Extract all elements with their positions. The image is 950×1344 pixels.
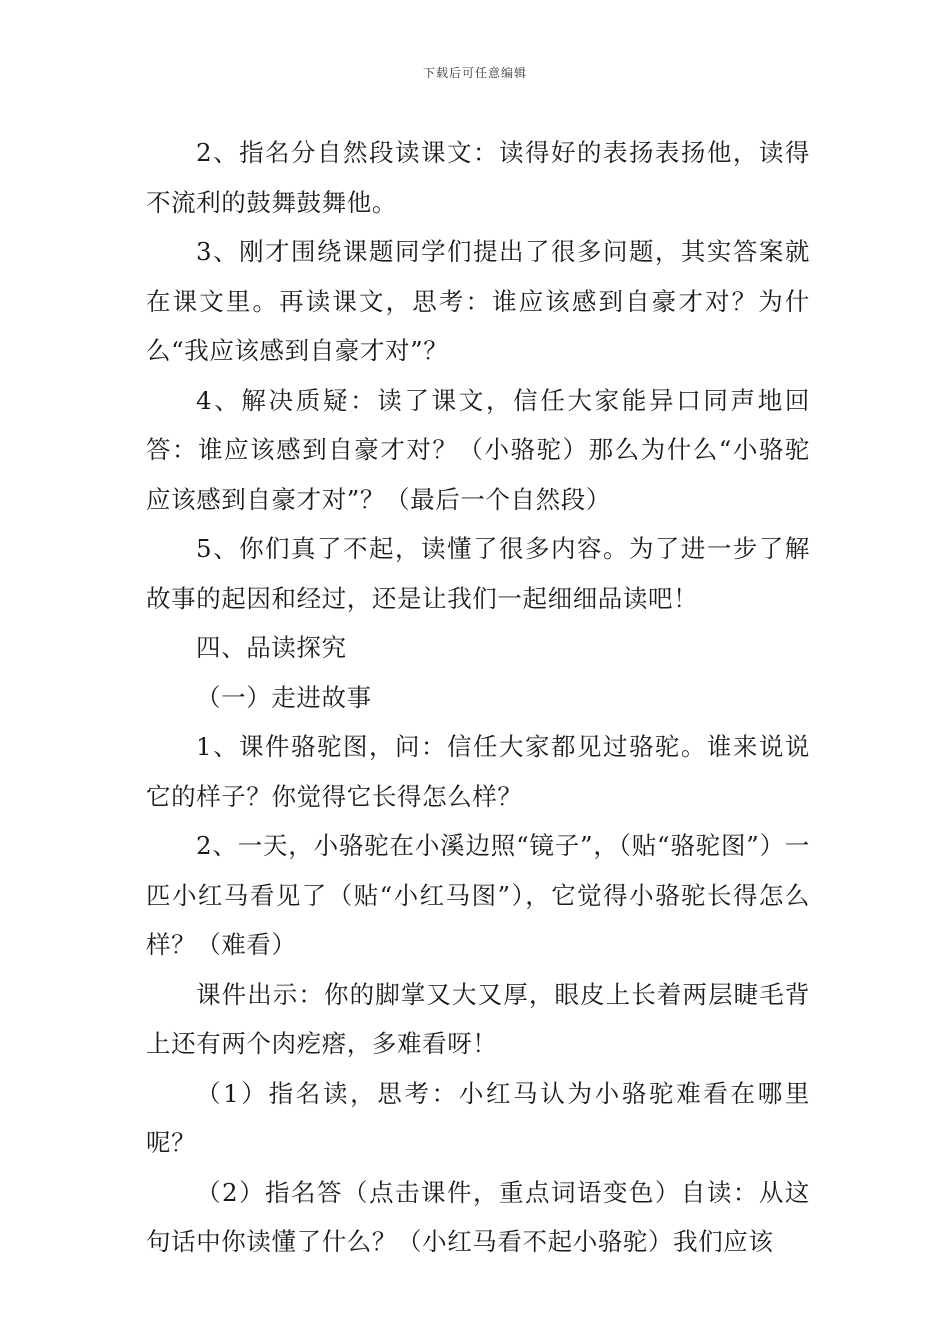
section-heading: 四、品读探究 bbox=[196, 633, 347, 662]
subsection-heading: （一）走进故事 bbox=[196, 682, 372, 712]
page-header: 下载后可任意编辑 bbox=[422, 66, 527, 80]
paragraph: 4、解决质疑：读了课文，信任大家能异口同声地回答：谁应该感到自豪才对？（小骆驼）那么为什么“小骆驼应该感到自豪才对”？（最后一个自然段） bbox=[146, 385, 810, 514]
paragraph: 5、你们真了不起，读懂了很多内容。为了进一步了解故事的起因和经过，还是让我们一起细细品读吧！ bbox=[146, 534, 810, 613]
paragraph: 3、刚才围绕课题同学们提出了很多问题，其实答案就在课文里。再读课文，思考：谁应该感到自豪才对？为什么“我应该感到自豪才对”？ bbox=[146, 237, 810, 365]
document-body bbox=[146, 128, 810, 1267]
paragraph: （1）指名读，思考：小红马认为小骆驼难看在哪里呢？ bbox=[146, 1078, 810, 1157]
paragraph: 课件出示：你的脚掌又大又厚，眼皮上长着两层睫毛背上还有两个肉疙瘩，多难看呀！ bbox=[146, 979, 810, 1058]
paragraph: （2）指名答（点击课件，重点词语变色）自读：从这句话中你读懂了什么？（小红马看不起小骆驼）我们应该 bbox=[146, 1177, 810, 1256]
paragraph: 1、课件骆驼图，问：信任大家都见过骆驼。谁来说说它的样子？你觉得它长得怎么样？ bbox=[146, 732, 810, 811]
paragraph: 2、一天，小骆驼在小溪边照“镜子”，（贴“骆驼图”）一匹小红马看见了（贴“小红马图”），它觉得小骆驼长得怎么样？（难看） bbox=[146, 831, 810, 959]
paragraph: 2、指名分自然段读课文：读得好的表扬表扬他，读得不流利的鼓舞鼓舞他。 bbox=[146, 138, 810, 217]
